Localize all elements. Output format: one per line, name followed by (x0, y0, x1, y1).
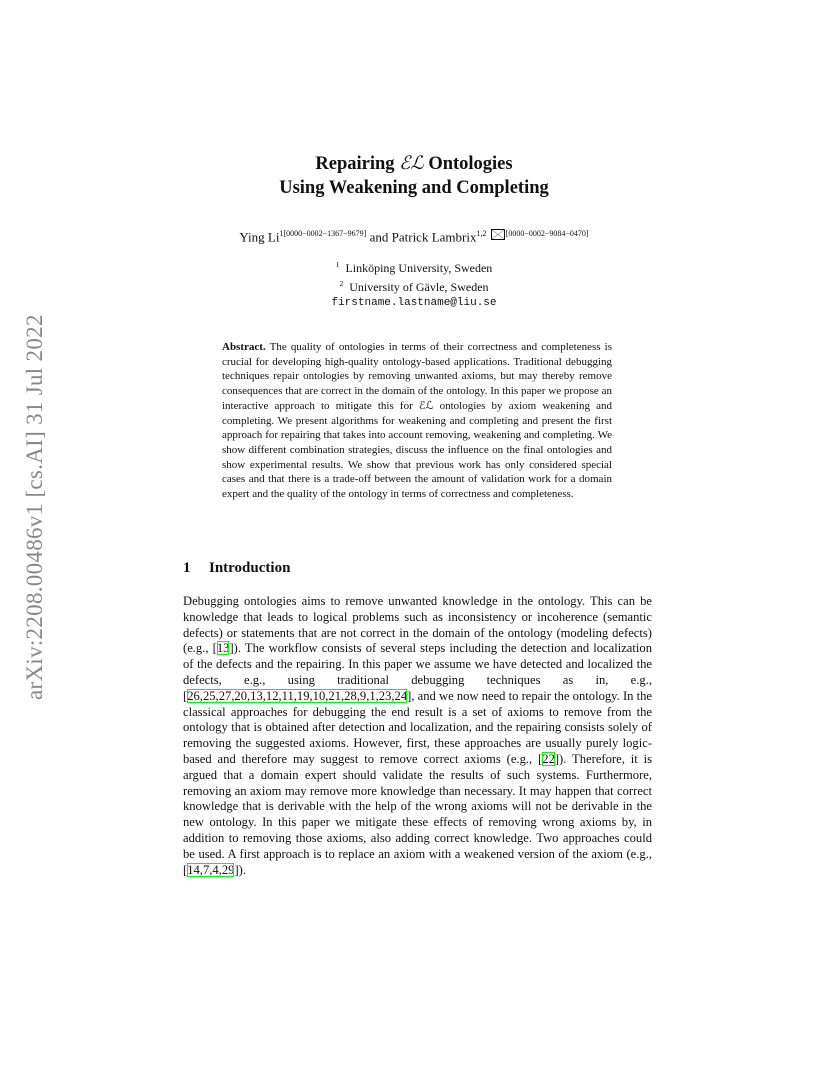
body-paragraph: Debugging ontologies aims to remove unwanted knowledge in the ontology. This can be knowledge that leads to logical problems such as inconsistency or incoherence (semantic defects) or statements that are not correct in the domain of the ontology (modeling defects) (e.g., [13]). The workflow consists of several steps including the detection and localization of the defects and the repairing. In this paper we assume we have detected and localized the defects, e.g., using traditional debugging techniques as in, e.g., [26,25,27,20,13,12,11,19,10,21,28,9,1,23,24], and we now need to repair the ontology. In the classical approaches for debugging the end result is a set of axioms to remove from the ontology that is obtained after detection and localization, and the repairing consists solely of removing the suggested axioms. However, first, these approaches are usually purely logic-based and therefore may suggest to remove correct axioms (e.g., [22]). Therefore, it is argued that a domain expert should validate the results of such systems. Furthermore, removing an axiom may remove more knowledge than necessary. It may happen that correct knowledge that is derivable with the help of the wrong axioms will not be derivable in the new ontology. In this paper we mitigate these effects of removing wrong axioms by, in addition to removing those axioms, also adding correct knowledge. Two approaches could be used. A first approach is to replace an axiom with a weakened version of the axiom (e.g., [14,7,4,29]). (183, 594, 653, 877)
envelope-icon (491, 229, 505, 240)
affiliations (0, 257, 828, 311)
paper-title (0, 152, 828, 200)
email: firstname.lastname@liu.se (331, 297, 497, 309)
arxiv-stamp (22, 300, 50, 700)
citation-link[interactable]: 13 (216, 641, 230, 656)
title-line-2: Using Weakening and Completing (279, 178, 549, 198)
arxiv-stamp-text: arXiv:2208.00486v1 [cs.AI] 31 Jul 2022 (22, 314, 47, 700)
abstract-text: The quality of ontologies in terms of their correctness and completeness is crucial for developing high-quality ontology-based applications. Traditional debugging techniques repair ontologies by removing unwanted axioms, but may thereby remove consequences that are correct in the domain of the ontology. In this paper we propose an interactive approach to mitigate this for ℰℒ ontologies by axiom weakening and completing. We present algorithms for weakening and completing and present the first approach for repairing that takes into account removing, weakening and completing. We show different combination strategies, discuss the influence on the final ontologies and show experimental results. We show that previous work has only considered special cases and that there is a trade-off between the amount of validation work for a domain expert and the quality of the ontology in terms of correctness and completeness. (222, 341, 612, 501)
section-heading (183, 560, 290, 577)
abstract-label: Abstract. (222, 341, 266, 353)
author-line (0, 229, 828, 245)
affiliation-1: $^1$ Linköping University, Sweden (335, 260, 493, 275)
citation-link[interactable]: 22 (542, 751, 555, 766)
citation-link[interactable]: 14,7,4,29 (187, 862, 235, 877)
section-title: Introduction (209, 560, 291, 576)
abstract (222, 340, 612, 502)
citation-link[interactable]: 26,25,27,20,13,12,11,19,10,21,28,9,1,23,24 (187, 688, 408, 703)
author-2-orcid: [0000−0002−9084−0470] (505, 229, 589, 238)
logic-el-symbol: ℰℒ (399, 153, 424, 174)
affiliation-2: $^2$ University of Gävle, Sweden (339, 279, 489, 294)
author-2: and Patrick Lambrix (366, 229, 477, 245)
author-1-orcid: 1[0000−0002−1367−9679] (279, 229, 367, 238)
author-1: Ying Li (239, 229, 280, 245)
author-2-affil: 1,2 (476, 229, 487, 238)
section-number: 1 (183, 560, 191, 576)
title-line-1: Repairing ℰℒ Ontologies (315, 153, 513, 174)
